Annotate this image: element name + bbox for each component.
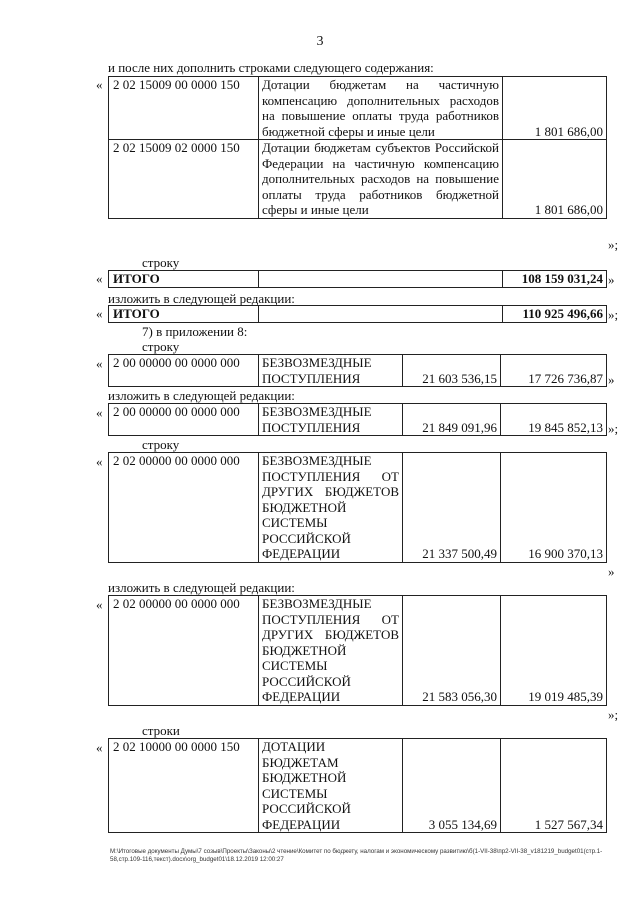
- close-quote: »;: [608, 307, 619, 322]
- value-cell: 21 603 536,15: [403, 355, 501, 387]
- t2-old-table: [108, 452, 607, 563]
- value-cell: 16 900 370,13: [501, 453, 607, 563]
- close-quote: »;: [608, 421, 619, 436]
- table-row: [109, 271, 607, 288]
- total-label: ИТОГО: [109, 306, 259, 323]
- instruction-restate: изложить в следующей редакции:: [108, 580, 295, 595]
- code-cell: 2 02 15009 02 0000 150: [109, 140, 259, 219]
- instruction-rows: строки: [142, 723, 180, 738]
- instruction-restate: изложить в следующей редакции:: [108, 291, 295, 306]
- value-cell: 21 849 091,96: [403, 404, 501, 436]
- value-cell: 21 583 056,30: [403, 596, 501, 706]
- name-cell: БЕЗВОЗМЕЗДНЫЕ ПОСТУПЛЕНИЯ ОТ ДРУГИХ БЮДЖЕТОВ БЮДЖЕТНОЙ СИСТЕМЫ РОССИЙСКОЙ ФЕДЕРАЦИИ: [259, 453, 403, 563]
- open-quote: «: [96, 740, 103, 755]
- name-cell: БЕЗВОЗМЕЗДНЫЕ ПОСТУПЛЕНИЯ: [259, 355, 403, 387]
- name-cell: БЕЗВОЗМЕЗДНЫЕ ПОСТУПЛЕНИЯ ОТ ДРУГИХ БЮДЖЕТОВ БЮДЖЕТНОЙ СИСТЕМЫ РОССИЙСКОЙ ФЕДЕРАЦИИ: [259, 596, 403, 706]
- value-cell: 19 019 485,39: [501, 596, 607, 706]
- appendix-heading: 7) в приложении 8:: [142, 324, 248, 339]
- instruction-row: строку: [142, 437, 180, 452]
- instruction-restate: изложить в следующей редакции:: [108, 388, 295, 403]
- t1-new-table: [108, 403, 607, 436]
- code-cell: 2 00 00000 00 0000 000: [109, 355, 259, 387]
- open-quote: «: [96, 597, 103, 612]
- open-quote: «: [96, 356, 103, 371]
- name-cell: ДОТАЦИИ БЮДЖЕТАМ БЮДЖЕТНОЙ СИСТЕМЫ РОССИЙСКОЙ ФЕДЕРАЦИИ: [259, 739, 403, 833]
- code-cell: 2 00 00000 00 0000 000: [109, 404, 259, 436]
- empty-cell: [259, 271, 503, 288]
- close-quote: »: [608, 372, 615, 387]
- close-quote: »;: [608, 237, 619, 252]
- table-row: [109, 306, 607, 323]
- t3-old-table: [108, 738, 607, 833]
- code-cell: 2 02 15009 00 0000 150: [109, 77, 259, 140]
- intro-text: и после них дополнить строками следующего содержания:: [108, 60, 434, 75]
- close-quote: »: [608, 272, 615, 287]
- close-quote: »: [608, 564, 615, 579]
- table-row: [109, 596, 607, 706]
- amount-cell: 1 801 686,00: [503, 77, 607, 140]
- open-quote: «: [96, 77, 103, 92]
- file-path-footer: M:\Итоговые документы Думы\7 созыв\Проекты\Законы\2 чтение\Комитет по бюджету, налогам и экономическому развитию\б(1-VII-38\пр2-VII-38_v181219_budget01(стр.1-58,стр.109-116,текст).docx\org_budget01\18.12.2019 12:00:27: [110, 848, 603, 863]
- code-cell: 2 02 10000 00 0000 150: [109, 739, 259, 833]
- code-cell: 2 02 00000 00 0000 000: [109, 596, 259, 706]
- open-quote: «: [96, 405, 103, 420]
- table-row: [109, 453, 607, 563]
- table-row: [109, 404, 607, 436]
- page-number: 3: [316, 34, 324, 49]
- value-cell: 3 055 134,69: [403, 739, 501, 833]
- total-old-table: [108, 270, 607, 288]
- value-cell: 1 527 567,34: [501, 739, 607, 833]
- total-amount: 108 159 031,24: [503, 271, 607, 288]
- open-quote: «: [96, 271, 103, 286]
- open-quote: «: [96, 306, 103, 321]
- open-quote: «: [96, 454, 103, 469]
- value-cell: 17 726 736,87: [501, 355, 607, 387]
- insert-rows-table: [108, 76, 607, 219]
- total-label: ИТОГО: [109, 271, 259, 288]
- table-row: [109, 739, 607, 833]
- name-cell: Дотации бюджетам субъектов Российской Федерации на частичную компенсацию дополнительных расходов на повышение оплаты труда работников бюджетной сферы и иные цели: [259, 140, 503, 219]
- name-cell: БЕЗВОЗМЕЗДНЫЕ ПОСТУПЛЕНИЯ: [259, 404, 403, 436]
- value-cell: 21 337 500,49: [403, 453, 501, 563]
- t1-old-table: [108, 354, 607, 387]
- total-new-table: [108, 305, 607, 323]
- amount-cell: 1 801 686,00: [503, 140, 607, 219]
- table-row: [109, 355, 607, 387]
- value-cell: 19 845 852,13: [501, 404, 607, 436]
- instruction-row: строку: [142, 255, 180, 270]
- table-row: [109, 140, 607, 219]
- close-quote: »;: [608, 707, 619, 722]
- table-row: [109, 77, 607, 140]
- t2-new-table: [108, 595, 607, 706]
- code-cell: 2 02 00000 00 0000 000: [109, 453, 259, 563]
- total-amount: 110 925 496,66: [503, 306, 607, 323]
- empty-cell: [259, 306, 503, 323]
- instruction-row: строку: [142, 339, 180, 354]
- name-cell: Дотации бюджетам на частичную компенсацию дополнительных расходов на повышение оплаты труда работников бюджетной сферы и иные цели: [259, 77, 503, 140]
